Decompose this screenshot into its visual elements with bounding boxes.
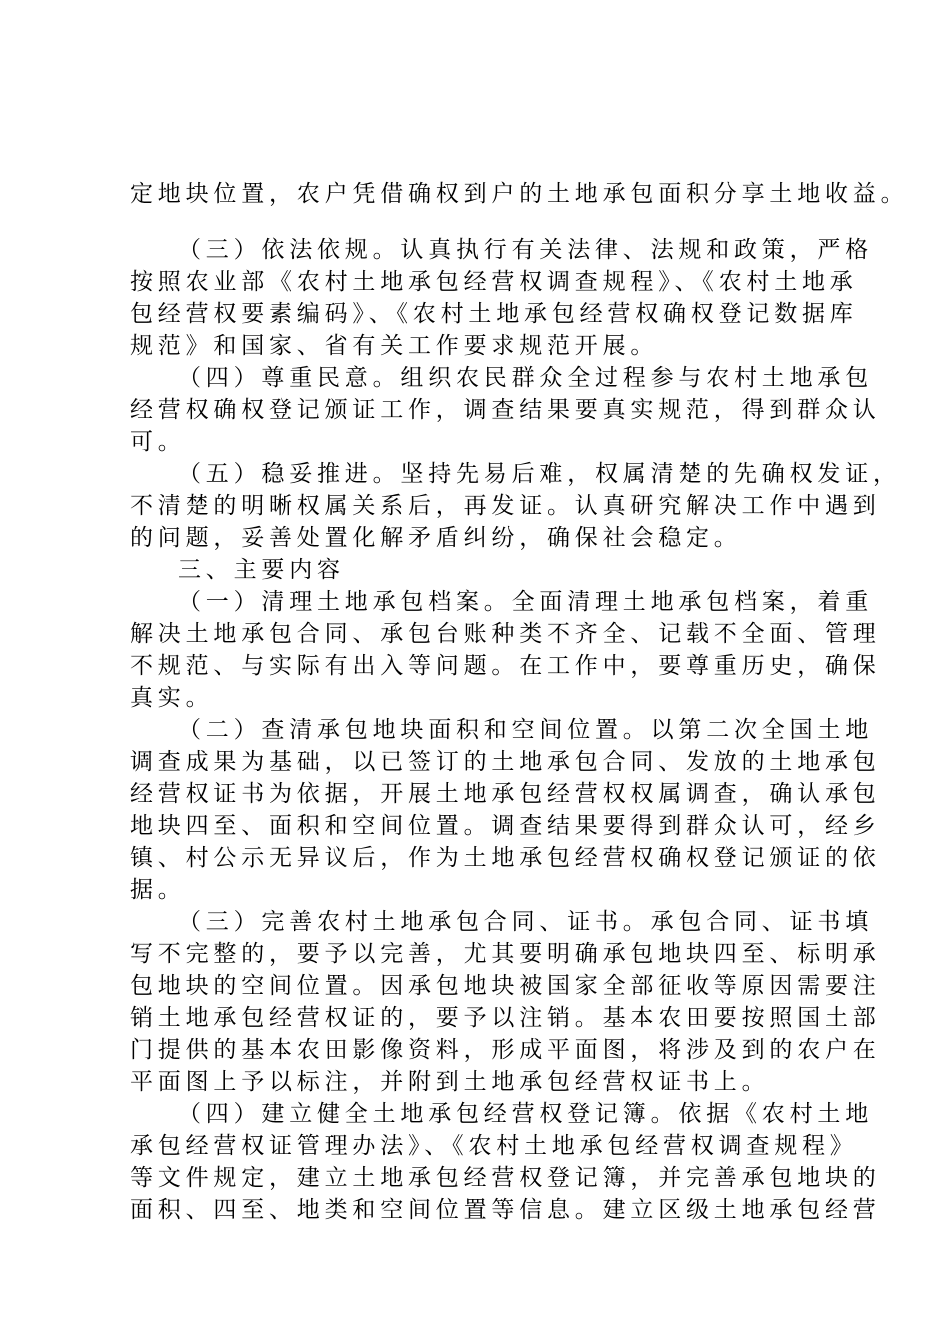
text-line: 按照农业部《农村土地承包经营权调查规程》、《农村土地承 [130, 269, 858, 295]
text-line: 门提供的基本农田影像资料，形成平面图，将涉及到的农户在 [130, 1037, 881, 1063]
paragraph-heading-line: （五）稳妥推进。坚持先易后难，权属清楚的先确权发证， [178, 461, 901, 487]
text-line: 定地块位置，农户凭借确权到户的土地承包面积分享土地收益。 [130, 181, 909, 207]
text-line: 可。 [130, 429, 186, 455]
section-heading: 三、主要内容 [178, 557, 345, 583]
text-line: 据。 [130, 877, 186, 903]
text-line: 写不完整的，要予以完善，尤其要明确承包地块四至、标明承 [130, 941, 881, 967]
paragraph-heading-line: （三）完善农村土地承包合同、证书。承包合同、证书填 [178, 909, 873, 935]
text-line: 不规范、与实际有出入等问题。在工作中，要尊重历史，确保 [130, 653, 881, 679]
paragraph-heading-line: （二）查清承包地块面积和空间位置。以第二次全国土地 [178, 717, 873, 743]
text-line: 经营权确权登记颁证工作，调查结果要真实规范，得到群众认 [130, 397, 881, 423]
text-line: 不清楚的明晰权属关系后，再发证。认真研究解决工作中遇到 [130, 493, 881, 519]
paragraph-heading-line: （四）尊重民意。组织农民群众全过程参与农村土地承包 [178, 365, 873, 391]
text-line: 解决土地承包合同、承包台账种类不齐全、记载不全面、管理 [130, 621, 881, 647]
text-line: 经营权证书为依据，开展土地承包经营权权属调查，确认承包 [130, 781, 881, 807]
text-line: 承包经营权证管理办法》、《农村土地承包经营权调查规程》 [130, 1133, 858, 1159]
text-line: 等文件规定，建立土地承包经营权登记簿，并完善承包地块的 [130, 1165, 881, 1191]
text-line: 包地块的空间位置。因承包地块被国家全部征收等原因需要注 [130, 973, 881, 999]
text-line: 调查成果为基础，以已签订的土地承包合同、发放的土地承包 [130, 749, 881, 775]
paragraph-heading-line: （一）清理土地承包档案。全面清理土地承包档案，着重 [178, 589, 873, 615]
text-line: 平面图上予以标注，并附到土地承包经营权证书上。 [130, 1069, 770, 1095]
paragraph-heading-line: （四）建立健全土地承包经营权登记簿。依据《农村土地 [178, 1101, 873, 1127]
text-line: 镇、村公示无异议后，作为土地承包经营权确权登记颁证的依 [130, 845, 881, 871]
text-line: 规范》和国家、省有关工作要求规范开展。 [130, 333, 659, 359]
text-line: 的问题，妥善处置化解矛盾纠纷，确保社会稳定。 [130, 525, 742, 551]
text-line: 地块四至、面积和空间位置。调查结果要得到群众认可，经乡 [130, 813, 881, 839]
text-line: 面积、四至、地类和空间位置等信息。建立区级土地承包经营 [130, 1197, 881, 1223]
text-line: 销土地承包经营权证的，要予以注销。基本农田要按照国土部 [130, 1005, 881, 1031]
text-line: 包经营权要素编码》、《农村土地承包经营权确权登记数据库 [130, 301, 858, 327]
text-line: 真实。 [130, 685, 214, 711]
paragraph-heading-line: （三）依法依规。认真执行有关法律、法规和政策，严格 [178, 237, 873, 263]
